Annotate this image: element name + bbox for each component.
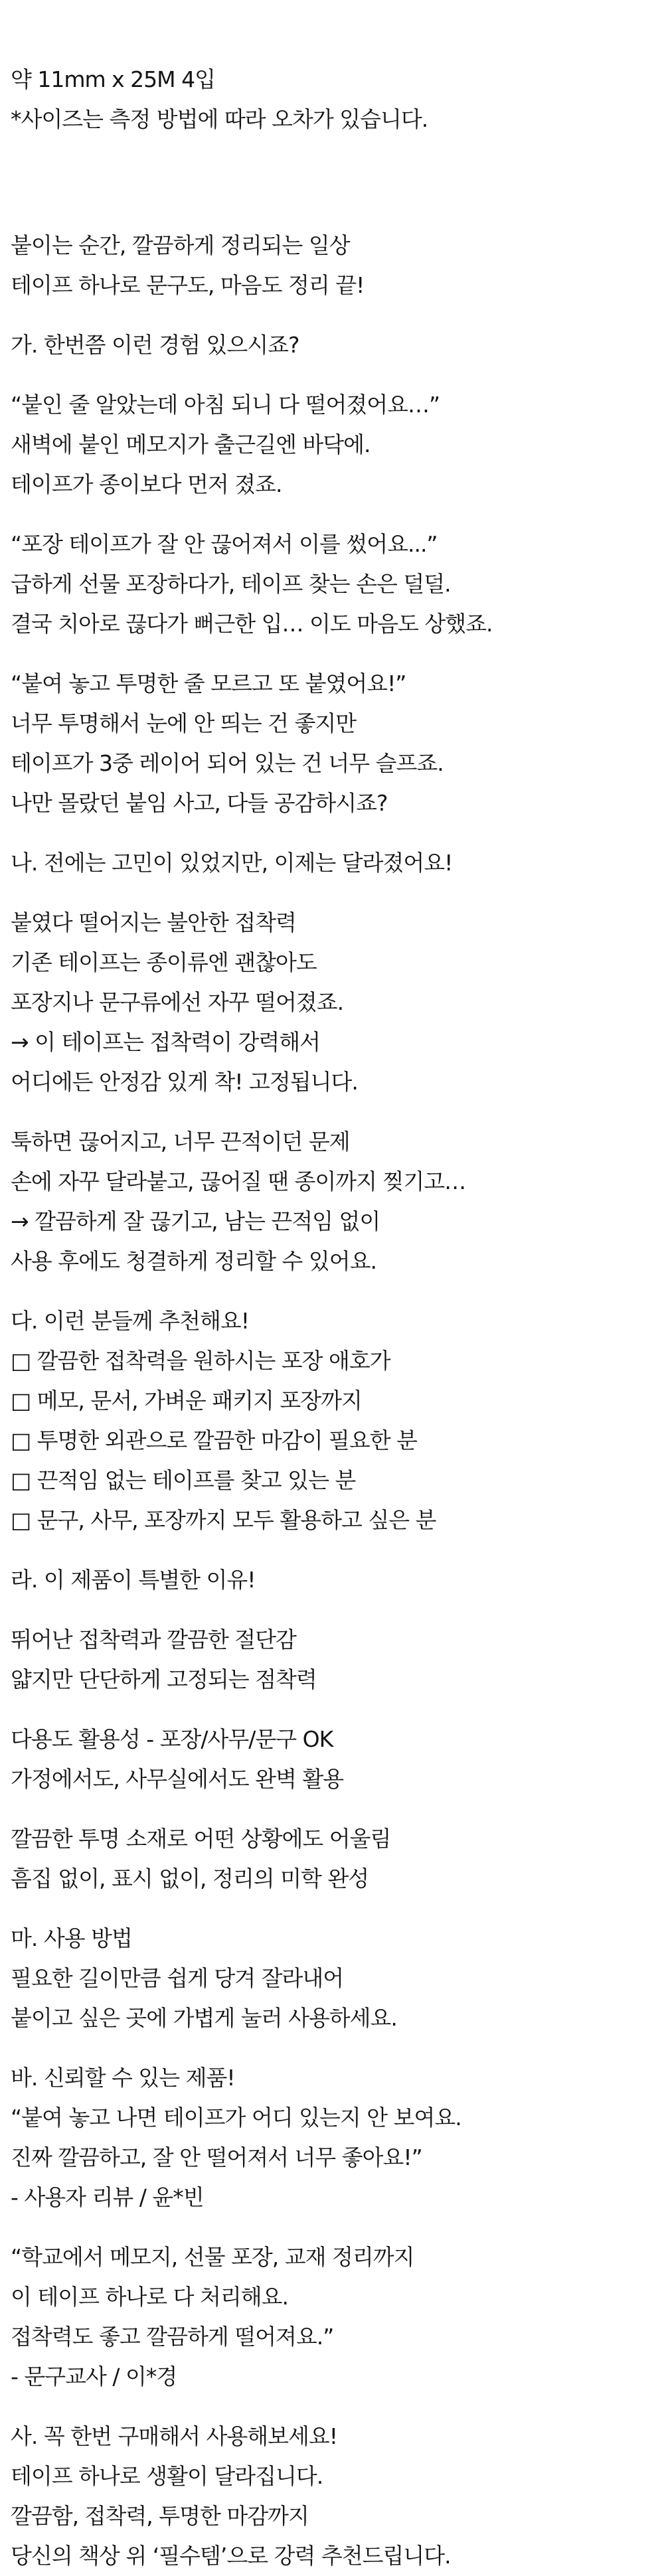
- section-title: 가. 한번쯤 이런 경험 있으시죠?: [11, 332, 299, 358]
- text-line: 붙이는 순간, 깔끔하게 정리되는 일상: [11, 232, 350, 258]
- text-line: 뛰어난 접착력과 깔끔한 절단감: [11, 1627, 296, 1652]
- text-line: 기존 테이프는 종이류엔 괜찮아도: [11, 949, 317, 975]
- case-block: [0, 664, 664, 823]
- text-line: 붙였다 떨어지는 불안한 접착력: [11, 910, 296, 935]
- section-ra: [0, 1560, 664, 1600]
- text-line: 손에 자꾸 달라붙고, 끊어질 땐 종이까지 찢기고…: [11, 1168, 466, 1194]
- checklist-item: □ 메모, 문서, 가벼운 패키지 포장까지: [11, 1388, 362, 1413]
- text-line: 너무 투명해서 눈에 안 띄는 건 좋지만: [11, 710, 357, 736]
- text-line: 깔끔함, 접착력, 투명한 마감까지: [11, 2503, 309, 2529]
- text-line: 결국 치아로 끊다가 뻐근한 입… 이도 마음도 상했죠.: [11, 611, 493, 637]
- text-line: 당신의 책상 위 ‘필수템’으로 강력 추천드립니다.: [11, 2543, 451, 2569]
- section-title: 사. 꼭 한번 구매해서 사용해보세요!: [11, 2423, 337, 2449]
- change-block: [0, 1122, 664, 1281]
- text-line: 테이프 하나로 문구도, 마음도 정리 끝!: [11, 272, 365, 298]
- text-line: 붙이고 싶은 곳에 가볍게 눌러 사용하세요.: [11, 2005, 397, 2031]
- review-text: 이 테이프 하나로 다 처리해요.: [11, 2284, 288, 2310]
- review-text: “붙여 놓고 나면 테이프가 어디 있는지 안 보여요.: [11, 2105, 461, 2131]
- change-block: [0, 903, 664, 1102]
- spec-block: [0, 60, 664, 139]
- reason-block: [0, 1819, 664, 1899]
- text-line: “붙인 줄 알았는데 아침 되니 다 떨어졌어요…”: [11, 392, 440, 418]
- checklist-item: □ 문구, 사무, 포장까지 모두 활용하고 싶은 분: [11, 1507, 436, 1533]
- checklist-item: □ 깔끔한 접착력을 원하시는 포장 애호가: [11, 1348, 390, 1374]
- review-block: [0, 2237, 664, 2397]
- section-title: 나. 전에는 고민이 있었지만, 이제는 달라졌어요!: [11, 850, 453, 876]
- text-line: 새벽에 붙인 메모지가 출근길엔 바닥에.: [11, 432, 371, 457]
- review-text: 접착력도 좋고 깔끔하게 떨어져요.”: [11, 2324, 334, 2350]
- text-line: 테이프가 종이보다 먼저 졌죠.: [11, 471, 282, 497]
- text-line: 깔끔한 투명 소재로 어떤 상황에도 어울림: [11, 1826, 391, 1852]
- text-line: 사용 후에도 청결하게 정리할 수 있어요.: [11, 1248, 376, 1274]
- text-line: 다용도 활용성 - 포장/사무/문구 OK: [11, 1726, 333, 1752]
- text-line: “포장 테이프가 잘 안 끊어져서 이를 썼어요...”: [11, 531, 438, 557]
- section-title: 라. 이 제품이 특별한 이유!: [11, 1567, 256, 1593]
- spec-line: 약 11mm x 25M 4입: [11, 66, 215, 92]
- text-line: 테이프 하나로 생활이 달라집니다.: [11, 2463, 323, 2489]
- section-title: 바. 신뢰할 수 있는 제품!: [11, 2065, 235, 2091]
- text-line: 얇지만 단단하게 고정되는 점착력: [11, 1666, 317, 1692]
- section-ba: [0, 2058, 664, 2217]
- checklist-item: □ 투명한 외관으로 깔끔한 마감이 필요한 분: [11, 1427, 418, 1453]
- review-author: - 문구교사 / 이*경: [11, 2364, 177, 2389]
- text-line: → 이 테이프는 접착력이 강력해서: [11, 1029, 321, 1055]
- case-block: [0, 385, 664, 505]
- text-line: 필요한 길이만큼 쉽게 당겨 잘라내어: [11, 1965, 344, 1991]
- checklist-item: □ 끈적임 없는 테이프를 찾고 있는 분: [11, 1467, 356, 1493]
- reason-block: [0, 1620, 664, 1700]
- review-text: “학교에서 메모지, 선물 포장, 교재 정리까지: [11, 2244, 414, 2270]
- section-sa: [0, 2417, 664, 2576]
- text-line: 가정에서도, 사무실에서도 완벽 활용: [11, 1766, 344, 1792]
- text-line: 툭하면 끊어지고, 너무 끈적이던 문제: [11, 1129, 350, 1155]
- section-title: 마. 사용 방법: [11, 1925, 132, 1951]
- text-line: 어디에든 안정감 있게 착! 고정됩니다.: [11, 1069, 358, 1095]
- section-ga: [0, 325, 664, 365]
- section-title: 다. 이런 분들께 추천해요!: [11, 1308, 249, 1334]
- spec-line: *사이즈는 측정 방법에 따라 오차가 있습니다.: [11, 106, 428, 132]
- text-line: 흠집 없이, 표시 없이, 정리의 미학 완성: [11, 1866, 369, 1892]
- case-block: [0, 524, 664, 644]
- section-ma: [0, 1919, 664, 2038]
- text-line: “붙여 놓고 투명한 줄 모르고 또 붙였어요!”: [11, 671, 406, 696]
- section-da: [0, 1301, 664, 1540]
- text-line: 나만 몰랐던 붙임 사고, 다들 공감하시죠?: [11, 790, 388, 816]
- text-line: → 깔끔하게 잘 끊기고, 남는 끈적임 없이: [11, 1208, 380, 1234]
- review-text: 진짜 깔끔하고, 잘 안 떨어져서 너무 좋아요!”: [11, 2144, 422, 2170]
- section-na: [0, 843, 664, 883]
- text-line: 포장지나 문구류에선 자꾸 떨어졌죠.: [11, 989, 344, 1015]
- text-line: 테이프가 3중 레이어 되어 있는 건 너무 슬프죠.: [11, 750, 444, 776]
- reason-block: [0, 1720, 664, 1799]
- review-author: - 사용자 리뷰 / 윤*빈: [11, 2184, 204, 2210]
- text-line: 급하게 선물 포장하다가, 테이프 찾는 손은 덜덜.: [11, 571, 451, 597]
- intro-block: [0, 226, 664, 305]
